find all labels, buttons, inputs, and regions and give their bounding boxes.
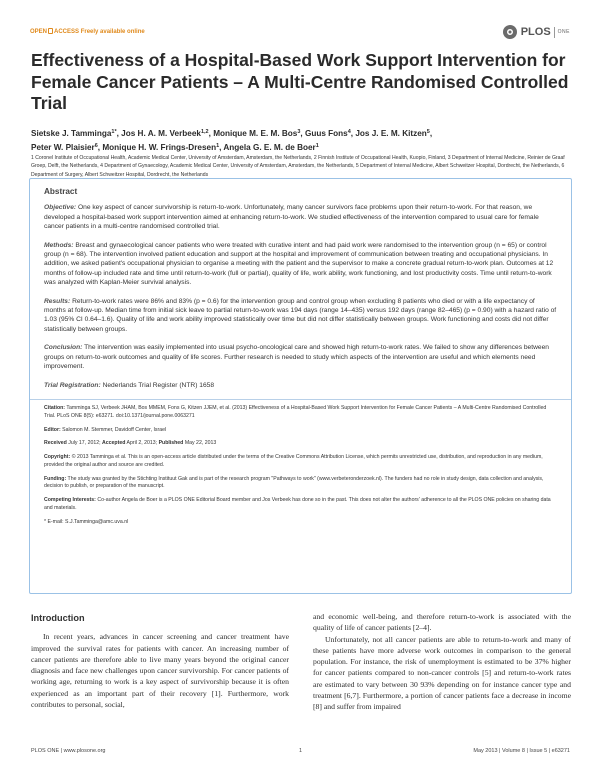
article-title: Effectiveness of a Hospital-Based Work Support Intervention for Female Cancer Patients – A Multi-Centre Randomised Controlled Trial [31, 50, 569, 113]
author-name[interactable]: Jos H. A. M. Verbeek [121, 129, 201, 138]
abstract-results: Results: Return-to-work rates were 86% and 83% (p = 0.6) for the intervention group and control group when excluding 8 patients who died or with a life expectancy of months at follow-up. Median time from initial sick leave to partial return-to-work was 194 days (range 14–435) versus 192 days (range 82–465) (p = 0.90) with a hazard ratio of 1.03 (95% CI 0.64–1.6). Quality of life and work ability improved statistically over time but did not differ statistically between groups. Work functioning and costs did not differ statistically between groups. [44, 297, 557, 333]
competing-interests: Competing Interests: Co-author Angela de Boer is a PLOS ONE Editorial Board member and Jos Verbeek has done so in the past. This does not alter the authors' adherence to all the PLOS ONE policies on sharing data and materials. [44, 497, 551, 512]
page-number: 1 [299, 748, 303, 754]
affiliations: 1 Coronel Institute of Occupational Health, Academic Medical Center, University of Amsterdam, Amsterdam, the Netherlands, 2 Finnish Institute of Occupational Health, Kuopio, Finland, 3 Department of Internal Medicine, Reinier de Graaf Groep, Delft, the Netherlands, 4 Department of Gynaecology, Academic Medical Center, University of Amsterdam, Amsterdam, the Netherlands, 5 Department of Internal Medicine, Albert Schweitzer Hospital, Dordrecht, the Netherlands, 6 Department of Surgery, Albert Schweitzer Hospital, Dordrecht, the Netherlands [31, 155, 565, 178]
author-name[interactable]: Jos J. E. M. Kitzen [355, 129, 427, 138]
abstract-box [29, 178, 572, 594]
abstract-heading: Abstract [44, 187, 78, 196]
author-name[interactable]: Peter W. Plaisier [31, 143, 95, 152]
article-dates: Received July 17, 2012; Accepted April 2, 2013; Published May 22, 2013 [44, 440, 217, 447]
abstract-methods: Methods: Breast and gynaecological cancer patients who were treated with curative intent and had paid work were randomised to the intervention group (n = 65) or control group (n = 68). The intervention involved patient education and support at the hospital and improvement of communication between treating and occupational physicians. In addition, we asked patient's occupational physician to organise a meeting with the patient and the supervisor to make a concrete gradual return-to-work plan. Outcomes at 12 months of follow-up included rate and time until return-to-work (full or partial), quality of life, work ability, work functioning, and lost productivity costs. Time until return-to-work was analyzed with Kaplan-Meier survival analysis. [44, 241, 554, 287]
author-line-1: Sietske J. Tamminga$^{1*}$, Jos H. A. M. Verbeek$^{1,2}$, Monique M. E. M. Bos$^3$, Guus Fons$^4$, Jos J. E. M. Kitzen$^5$, [31, 129, 433, 138]
author-name[interactable]: Guus Fons [304, 129, 348, 138]
copyright: Copyright: © 2013 Tamminga et al. This is an open-access article distributed under the terms of the Creative Commons Attribution License, which permits unrestricted use, distribution, and reproduction in any medium, provided the original author and source are credited. [44, 454, 543, 468]
plos-one-logo: PLOS ONE [502, 22, 570, 42]
footer-issue: May 2013 | Volume 8 | Issue 5 | e63271 [473, 748, 570, 754]
correspondence-email[interactable]: * E-mail: S.J.Tamminga@amc.uva.nl [44, 518, 129, 525]
abstract-divider [30, 399, 572, 400]
editor: Editor: Salomon M. Stemmer, Davidoff Center, Israel [44, 426, 167, 433]
abstract-trial-registration: Trial Registration: Nederlands Trial Register (NTR) 1658 [44, 381, 215, 389]
logo-divider [554, 27, 555, 38]
page-footer [31, 748, 570, 758]
abstract-conclusion: Conclusion: The intervention was easily implemented into usual psycho-oncological care and showed high return-to-work rates. We failed to show any differences between groups on return-to-work outcomes and quality of life scores. Further research is needed to study which aspects of the intervention are useful and which elements need improvement. [44, 344, 549, 371]
footer-journal[interactable]: PLOS ONE | www.plosone.org [31, 748, 106, 754]
body-column-left [31, 613, 289, 710]
abstract-objective: Objective: One key aspect of cancer survivorship is return-to-work. Unfortunately, many cancer survivors face problems upon their return-to-work. For that reason, we developed a hospital-based work support intervention aimed at enhancing return-to-work. We studied effectiveness of the intervention compared to usual care for female cancer patients in a multi-centre randomised controlled trial. [44, 204, 539, 231]
open-lock-icon [48, 28, 53, 34]
author-line-2: Peter W. Plaisier$^6$, Monique H. W. Frings-Dresen$^1$, Angela G. E. M. de Boer$^1$ [31, 143, 319, 152]
author-name[interactable]: Monique H. W. Frings-Dresen [102, 143, 217, 152]
author-list [31, 126, 576, 154]
body-paragraph: Unfortunately, not all cancer patients are able to return-to-work and many of these patients have more adverse work outcomes in comparison to the general population. For instance, the risk of unemployment is estimated to be 37% higher for cancer patients compared to non-cancer controls [5] and return-to-work rates are estimated to vary between 30 93% depending on for instance cancer type and treatment [6,7]. Furthermore, a portion of cancer patients face a decrease in income [8] and suffer from impaired [313, 634, 571, 712]
abstract-content [44, 187, 558, 533]
body-paragraph: In recent years, advances in cancer screening and cancer treatment have improved the survival rates for patients with cancer. An increasing number of cancer patients are therefore able to live many years beyond the original cancer diagnosis and face new challenges upon cancer survivorship. For cancer patients of working age, returning to work is a key aspect of survivorship because it is often experienced as an important part of their recovery [1]. Furthermore, work contributes to personal, social, [31, 632, 289, 710]
author-name[interactable]: Sietske J. Tamminga [31, 129, 112, 138]
introduction-heading: Introduction [31, 613, 85, 623]
author-name[interactable]: Monique M. E. M. Bos [213, 129, 298, 138]
body-paragraph: and economic well-being, and therefore return-to-work is associated with the quality of life of cancer patients [2–4]. [313, 612, 571, 633]
plos-logo-icon [502, 24, 518, 40]
body-column-right [313, 611, 571, 713]
journal-header [30, 22, 570, 42]
funding: Funding: The study was granted by the Stichting Instituut Gak and is part of the research program "Pathways to work" (www.verbeteronderzoek.nl). The funders had no role in study design, data collection and analysis, decision to publish, or preparation of the manuscript. [44, 475, 544, 490]
open-access-banner: OPEN ACCESS Freely available online [30, 29, 145, 35]
citation: Citation: Tamminga SJ, Verbeek JHAM, Bos MMEM, Fons G, Kitzen JJEM, et al. (2013) Effectiveness of a Hospital-Based Work Support Intervention for Female Cancer Patients – A Multi-Centre Randomised Controlled Trial. PLoS ONE 8(5): e63271. doi:10.1371/journal.pone.0063271 [44, 404, 547, 419]
author-name[interactable]: Angela G. E. M. de Boer [223, 143, 316, 152]
